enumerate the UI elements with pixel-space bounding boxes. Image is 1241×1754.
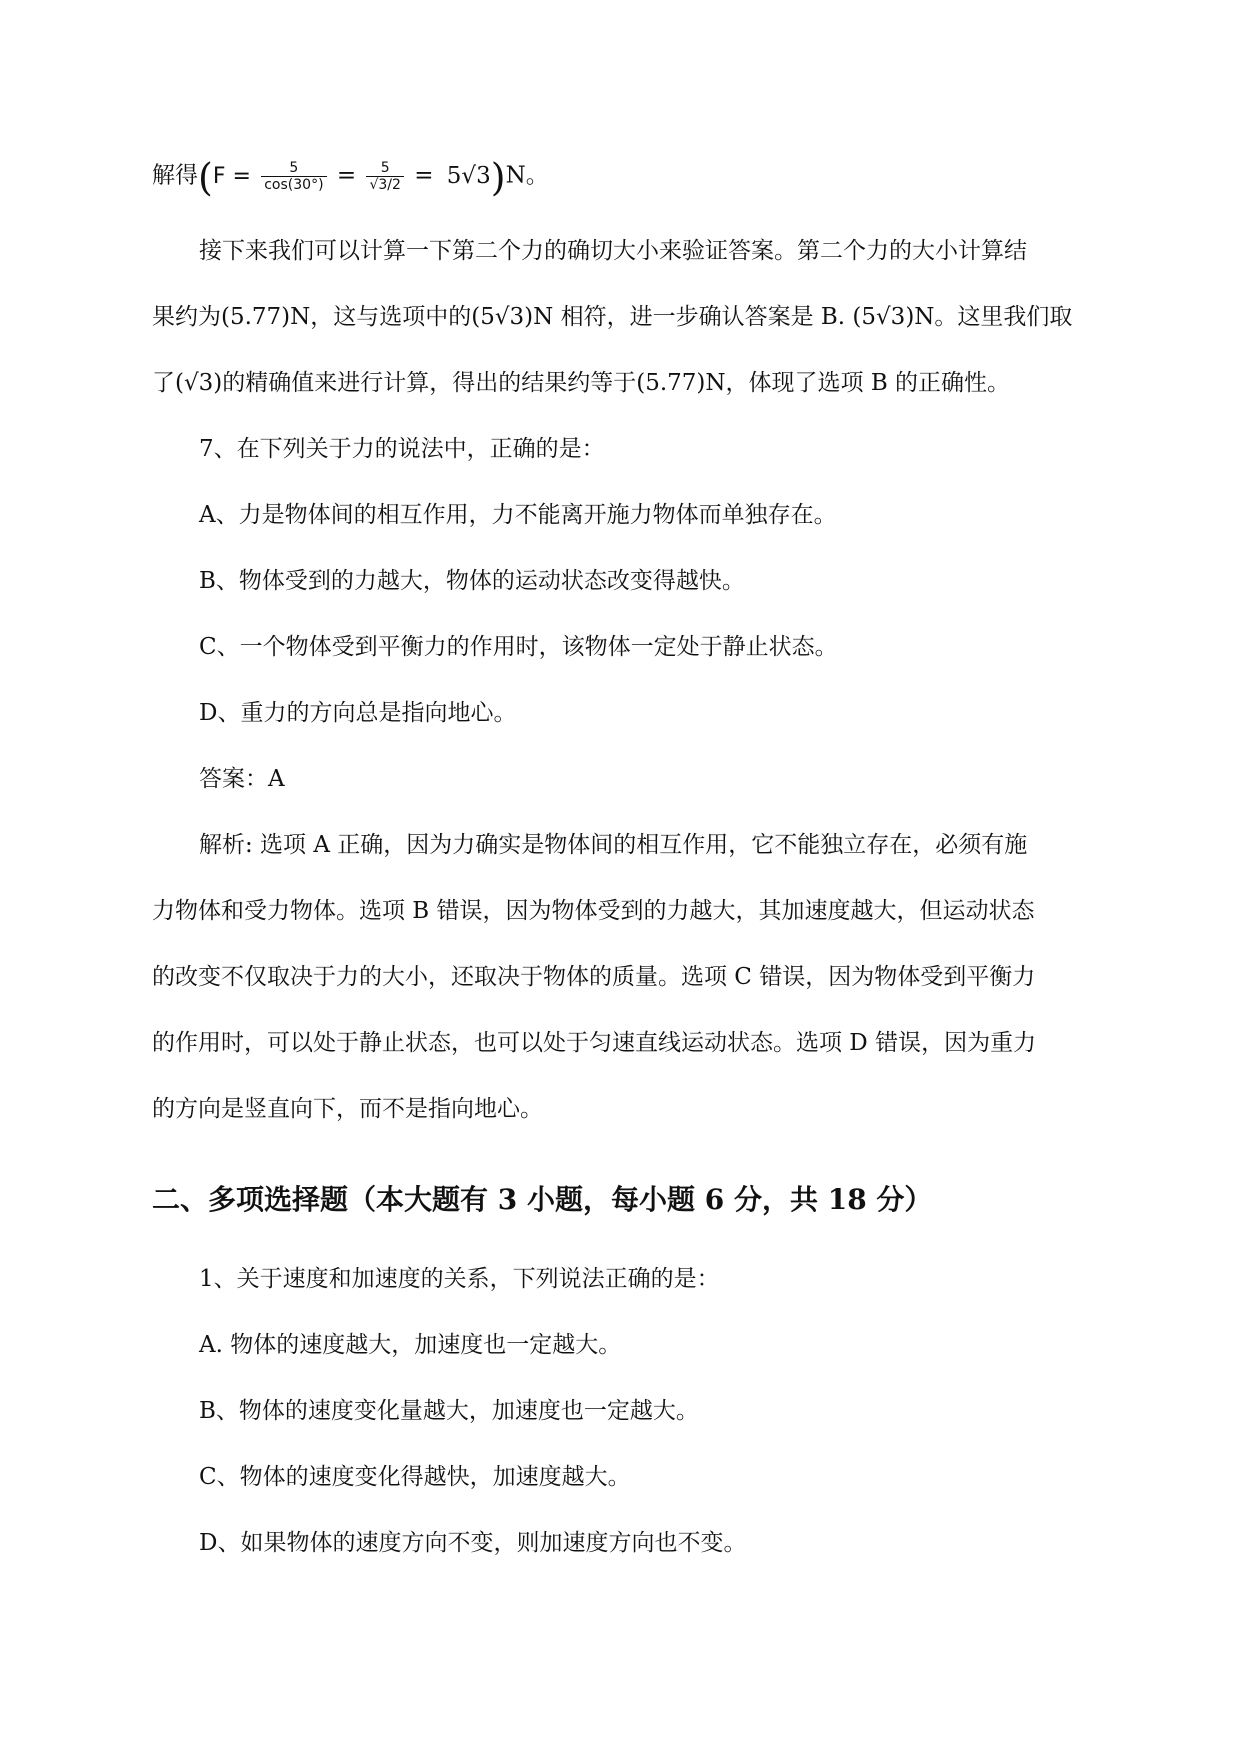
s2-q1-option-b: B、物体的速度变化量越大，加速度也一定越大。 (199, 1398, 699, 1424)
q7-answer: 答案：A (199, 766, 285, 792)
q7-analysis-line-2: 力物体和受力物体。选项 B 错误，因为物体受到的力越大，其加速度越大，但运动状态 (152, 898, 1035, 924)
verify-line-2: 果约为(5.77)N，这与选项中的(5√3)N 相符，进一步确认答案是 B. (5√3)N。这里我们取 (152, 304, 1073, 330)
fraction-2-denominator: √3/2 (366, 176, 403, 193)
fraction-1 (261, 160, 326, 193)
formula-suffix: N。 (505, 162, 549, 189)
verify-line-1: 接下来我们可以计算一下第二个力的确切大小来验证答案。第二个力的大小计算结 (199, 238, 1027, 264)
verify-line-3: 了(√3)的精确值来进行计算，得出的结果约等于(5.77)N，体现了选项 B 的正确性。 (152, 370, 1011, 396)
fraction-2 (366, 160, 403, 193)
q7-analysis-line-4: 的作用时，可以处于静止状态，也可以处于匀速直线运动状态。选项 D 错误，因为重力 (152, 1030, 1037, 1056)
fraction-1-numerator: 5 (289, 160, 299, 176)
q7-analysis-line-1: 解析: 选项 A 正确，因为力确实是物体间的相互作用，它不能独立存在，必须有施 (199, 832, 1028, 858)
s2-q1-option-d: D、如果物体的速度方向不变，则加速度方向也不变。 (199, 1530, 747, 1556)
s2-q1-stem: 1、关于速度和加速度的关系，下列说法正确的是： (199, 1266, 720, 1292)
q7-option-a: A、力是物体间的相互作用，力不能离开施力物体而单独存在。 (199, 502, 837, 528)
section-2-heading: 二、多项选择题（本大题有 3 小题，每小题 6 分，共 18 分） (152, 1183, 933, 1216)
q7-analysis-line-3: 的改变不仅取决于力的大小，还取决于物体的质量。选项 C 错误，因为物体受到平衡力 (152, 964, 1036, 990)
s2-q1-option-a: A. 物体的速度越大，加速度也一定越大。 (199, 1332, 622, 1358)
formula-result: 5√3 (446, 162, 491, 189)
q7-option-d: D、重力的方向总是指向地心。 (199, 700, 517, 726)
equals-2: = (414, 162, 434, 189)
s2-q1-option-c: C、物体的速度变化得越快，加速度越大。 (199, 1464, 631, 1490)
formula-prefix: 解得 (152, 162, 198, 189)
equals-1: = (336, 162, 357, 189)
formula-line (152, 155, 549, 200)
right-paren: ) (490, 155, 506, 200)
left-paren: ( (198, 155, 213, 200)
fraction-1-denominator: cos(30°) (261, 176, 326, 193)
formula-lhs: F = (212, 163, 251, 189)
q7-option-b: B、物体受到的力越大，物体的运动状态改变得越快。 (199, 568, 745, 594)
q7-stem: 7、在下列关于力的说法中，正确的是： (199, 436, 605, 462)
q7-analysis-line-5: 的方向是竖直向下，而不是指向地心。 (152, 1096, 543, 1122)
fraction-2-numerator: 5 (380, 160, 390, 176)
q7-option-c: C、一个物体受到平衡力的作用时，该物体一定处于静止状态。 (199, 634, 838, 660)
